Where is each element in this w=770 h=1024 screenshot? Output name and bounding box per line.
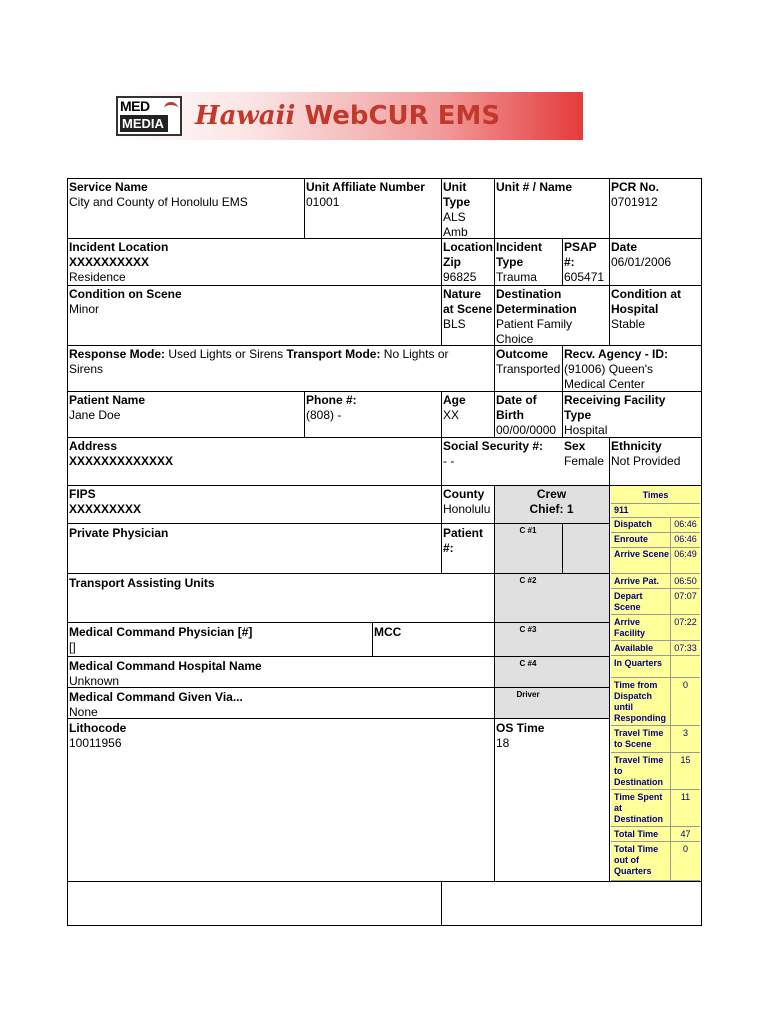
col-divider	[562, 523, 563, 573]
row-divider	[67, 573, 609, 574]
transport-units-cell	[67, 576, 494, 591]
incident-type-label-2: Type	[496, 255, 524, 269]
patient-name-cell	[67, 393, 304, 423]
med-cmd-physician-label: Medical Command Physician [#]	[69, 625, 253, 639]
transport-mode-value-2: Sirens	[69, 362, 104, 376]
med-cmd-physician-value: []	[69, 640, 76, 654]
nature-value: BLS	[443, 317, 466, 331]
date-value: 06/01/2006	[611, 255, 672, 269]
age-value: XX	[443, 408, 460, 422]
nature-label-2: at Scene	[443, 302, 493, 316]
crew-c3-label: C #3	[519, 625, 537, 634]
mcc-label: MCC	[374, 625, 402, 639]
psap-label-2: #:	[564, 255, 575, 269]
times-row-label: 911	[614, 505, 629, 515]
incident-location-cell	[67, 240, 441, 285]
unit-affiliate-cell	[304, 180, 441, 210]
ssn-label: Social Security #:	[443, 439, 544, 453]
logo-med-text: MED	[120, 98, 150, 114]
times-row-label: Travel Time to Scene	[614, 728, 664, 749]
crew-chief-value: Chief: 1	[529, 502, 574, 516]
destination-label: Destination	[496, 287, 562, 301]
crew-c1-label: C #1	[519, 526, 537, 535]
address-label: Address	[69, 439, 118, 453]
county-value: Honolulu	[443, 502, 491, 516]
times-row-label: In Quarters	[614, 658, 663, 668]
service-name-label: Service Name	[69, 180, 148, 194]
incident-type-cell	[494, 240, 562, 285]
lithocode-value: 10011956	[69, 736, 122, 750]
private-physician-label: Private Physician	[69, 526, 169, 540]
transport-units-label: Transport Assisting Units	[69, 576, 215, 590]
condition-hospital-value: Stable	[611, 317, 646, 331]
times-col-divider	[670, 517, 671, 880]
times-row-value: 11	[680, 792, 691, 802]
times-row-divider	[611, 588, 700, 589]
logo-media-text: MEDIA	[120, 115, 168, 132]
address-value: XXXXXXXXXXXXX	[69, 454, 174, 468]
phone-cell	[304, 393, 441, 423]
crew-c4-label: C #4	[519, 659, 537, 668]
recv-agency-label: Recv. Agency - ID:	[564, 347, 669, 361]
med-cmd-physician-cell	[67, 625, 372, 655]
times-row-divider	[611, 614, 700, 615]
times-row-value: 06:49	[674, 549, 697, 559]
unit-type-value-2: Amb	[443, 225, 468, 239]
times-row-divider	[611, 573, 700, 574]
col-divider	[441, 881, 442, 926]
lithocode-cell	[67, 721, 494, 751]
pcr-value: 0701912	[611, 195, 658, 209]
destination-cell	[494, 287, 609, 347]
condition-hospital-cell	[609, 287, 701, 332]
unit-type-value: ALS	[443, 210, 466, 224]
times-row-label: Arrive Facility	[614, 617, 646, 638]
incident-location-type: Residence	[69, 270, 126, 284]
times-row-label: Dispatch	[614, 519, 653, 529]
nature-cell	[441, 287, 494, 332]
condition-scene-label: Condition on Scene	[69, 287, 182, 301]
condition-hospital-label: Condition at	[611, 287, 681, 301]
times-row-divider	[611, 789, 700, 790]
med-cmd-via-label: Medical Command Given Via...	[69, 690, 243, 704]
med-cmd-hospital-label: Medical Command Hospital Name	[69, 659, 262, 673]
logo-swoosh-icon	[164, 102, 178, 115]
county-cell	[441, 487, 494, 517]
times-row-label: Time Spent at Destination	[614, 792, 664, 824]
recv-agency-value-2: Medical Center	[564, 377, 645, 391]
times-row-value: 47	[680, 829, 691, 839]
unit-type-label-2: Type	[443, 195, 471, 209]
condition-scene-cell	[67, 287, 441, 317]
times-title: Times	[642, 490, 669, 500]
ethnicity-cell	[609, 439, 701, 469]
dob-cell	[494, 393, 562, 438]
med-cmd-hospital-value: Unknown	[69, 674, 120, 688]
times-row-label: Available	[614, 643, 654, 653]
med-cmd-via-cell	[67, 690, 494, 720]
page-title	[195, 101, 500, 131]
patient-number-label-2: #:	[443, 541, 454, 555]
row-divider	[67, 238, 702, 239]
times-row-value: 0	[682, 680, 688, 690]
col-divider	[609, 485, 610, 881]
receiving-facility-label: Receiving Facility	[564, 393, 666, 407]
times-row-label: Total Time	[614, 829, 659, 839]
ssn-value: - -	[443, 454, 455, 468]
date-label: Date	[611, 240, 638, 254]
times-row-value: 06:46	[674, 534, 697, 544]
ethnicity-value: Not Provided	[611, 454, 681, 468]
times-row-divider	[611, 725, 700, 726]
row-divider	[67, 656, 609, 657]
condition-hospital-label-2: Hospital	[611, 302, 659, 316]
psap-cell	[562, 240, 609, 285]
times-row-divider	[611, 547, 700, 548]
condition-scene-value: Minor	[69, 302, 100, 316]
lithocode-label: Lithocode	[69, 721, 127, 735]
unit-affiliate-value: 01001	[306, 195, 340, 209]
outcome-label: Outcome	[496, 347, 549, 361]
location-zip-value: 96825	[443, 270, 477, 284]
times-row-value: 07:33	[674, 643, 697, 653]
unit-type-cell	[441, 180, 494, 240]
sex-cell	[562, 439, 609, 469]
transport-mode-value: No Lights or	[383, 347, 449, 361]
times-row-value: 3	[682, 728, 688, 738]
age-label: Age	[443, 393, 466, 407]
phone-value: (808) -	[306, 408, 342, 422]
fips-value: XXXXXXXXX	[69, 502, 142, 516]
destination-label-2: Determination	[496, 302, 577, 316]
age-cell	[441, 393, 494, 423]
times-row-label: Travel Time to Destination	[614, 755, 664, 787]
recv-agency-cell	[562, 347, 701, 392]
fips-cell	[67, 487, 441, 517]
county-label: County	[443, 487, 485, 501]
times-row-value: 15	[680, 755, 691, 765]
crew-chief-cell	[494, 487, 609, 517]
patient-name-value: Jane Doe	[69, 408, 121, 422]
response-mode-label: Response Mode:	[69, 347, 166, 361]
private-physician-cell	[67, 526, 441, 541]
title-main: WebCUR EMS	[304, 101, 501, 131]
transport-mode-label: Transport Mode:	[286, 347, 381, 361]
patient-number-cell	[441, 526, 494, 556]
times-row-label: Time from Dispatch until Responding	[614, 680, 666, 723]
phone-label: Phone #:	[306, 393, 357, 407]
address-cell	[67, 439, 441, 469]
med-media-logo	[116, 96, 182, 136]
border	[67, 178, 702, 179]
col-divider	[494, 485, 495, 718]
sex-value: Female	[564, 454, 605, 468]
unit-affiliate-label: Unit Affiliate Number	[306, 180, 425, 194]
incident-location-value: XXXXXXXXXX	[69, 255, 150, 269]
times-row-value: 06:46	[674, 519, 697, 529]
times-row-label: Total Time out of Quarters	[614, 844, 659, 876]
dob-label: Date of	[496, 393, 537, 407]
service-name-cell	[67, 180, 304, 210]
sex-label: Sex	[564, 439, 586, 453]
times-row-divider	[611, 677, 700, 678]
recv-agency-value: (91006) Queen's	[564, 362, 654, 376]
crew-driver-label: Driver	[516, 690, 540, 699]
incident-type-label: Incident	[496, 240, 543, 254]
mcc-cell	[372, 625, 494, 640]
outcome-value: Transported	[496, 362, 561, 376]
os-time-cell	[494, 721, 609, 751]
dob-label-2: Birth	[496, 408, 524, 422]
times-row-divider	[611, 880, 700, 881]
outcome-cell	[494, 347, 562, 377]
psap-label: PSAP	[564, 240, 597, 254]
crew-c2-label: C #2	[519, 576, 537, 585]
unit-name-label: Unit # / Name	[496, 180, 573, 194]
times-row-label: Enroute	[614, 534, 649, 544]
location-zip-cell	[441, 240, 494, 285]
location-zip-label-2: Zip	[443, 255, 461, 269]
nature-label: Nature	[443, 287, 482, 301]
times-row-label: Depart Scene	[614, 591, 643, 612]
times-row-divider	[611, 841, 700, 842]
incident-location-label: Incident Location	[69, 240, 169, 254]
psap-value: 605471	[564, 270, 605, 284]
dob-value: 00/00/0000	[496, 423, 557, 437]
unit-name-cell	[494, 180, 609, 195]
pcr-label: PCR No.	[611, 180, 659, 194]
times-row-divider	[611, 826, 700, 827]
times-row-divider	[611, 752, 700, 753]
times-row-divider	[611, 655, 700, 656]
pcr-cell	[609, 180, 701, 210]
destination-value: Patient Family	[496, 317, 573, 331]
times-row-divider	[611, 640, 700, 641]
fips-label: FIPS	[69, 487, 96, 501]
patient-number-label: Patient	[443, 526, 484, 540]
os-time-value: 18	[496, 736, 510, 750]
title-script: Hawaii	[195, 101, 296, 131]
destination-value-2: Choice	[496, 332, 534, 346]
med-cmd-hospital-cell	[67, 659, 494, 689]
times-row-divider	[611, 503, 700, 504]
response-mode-cell	[67, 347, 494, 377]
times-row-value: 06:50	[674, 576, 697, 586]
receiving-facility-value: Hospital	[564, 423, 608, 437]
incident-type-value: Trauma	[496, 270, 537, 284]
location-zip-label: Location	[443, 240, 493, 254]
times-row-label: Arrive Scene	[614, 549, 670, 559]
receiving-facility-label-2: Type	[564, 408, 592, 422]
row-divider	[67, 485, 702, 486]
times-row-label: Arrive Pat.	[614, 576, 660, 586]
patient-name-label: Patient Name	[69, 393, 146, 407]
times-row-divider	[611, 517, 700, 518]
service-name-value: City and County of Honolulu EMS	[69, 195, 248, 209]
times-row-divider	[611, 532, 700, 533]
times-row-value: 07:07	[674, 591, 697, 601]
date-cell	[609, 240, 701, 270]
times-row-value: 07:22	[674, 617, 697, 627]
ssn-cell	[441, 439, 562, 469]
receiving-facility-cell	[562, 393, 701, 438]
border	[67, 925, 702, 926]
response-mode-value: Used Lights or Sirens	[168, 347, 284, 361]
row-divider	[67, 881, 702, 882]
row-divider	[67, 285, 702, 286]
unit-type-label: Unit	[443, 180, 467, 194]
border	[701, 178, 702, 926]
crew-chief-label: Crew	[536, 487, 567, 501]
med-cmd-via-value: None	[69, 705, 98, 719]
row-divider	[67, 622, 609, 623]
ethnicity-label: Ethnicity	[611, 439, 662, 453]
os-time-label: OS Time	[496, 721, 545, 735]
times-row-value: 0	[682, 844, 688, 854]
row-divider	[67, 523, 609, 524]
crew-area	[494, 486, 609, 718]
